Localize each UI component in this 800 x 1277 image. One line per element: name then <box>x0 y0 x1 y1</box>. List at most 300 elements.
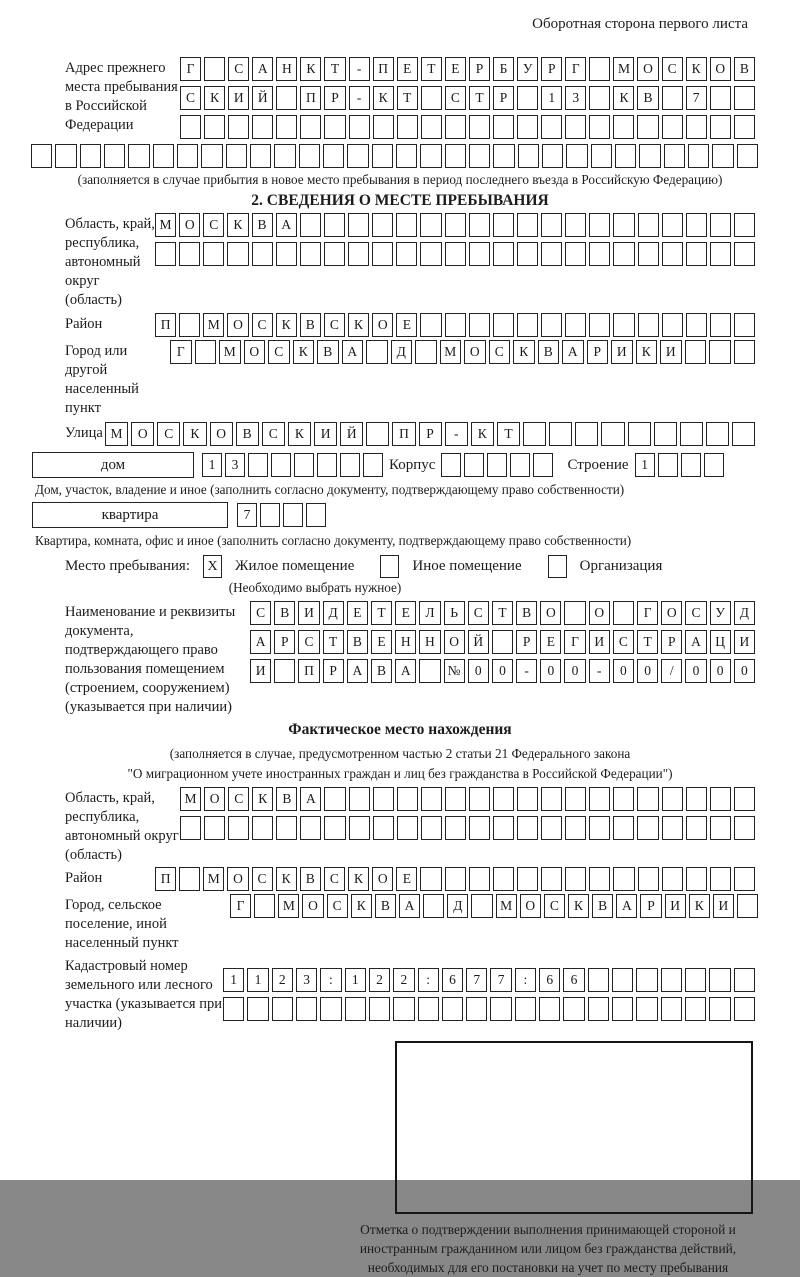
char-cell: В <box>516 601 537 625</box>
raion3-block <box>65 867 800 891</box>
char-cell <box>712 144 733 168</box>
gorod3-row <box>230 894 758 953</box>
char-cell: Е <box>396 313 417 337</box>
char-cell <box>80 144 101 168</box>
char-cell: Ц <box>710 630 731 654</box>
char-cell: О <box>520 894 541 918</box>
char-cell: Т <box>371 601 392 625</box>
char-cell: В <box>300 313 321 337</box>
char-cell <box>636 968 657 992</box>
char-cell <box>523 422 546 446</box>
char-cell <box>737 894 758 918</box>
char-cell <box>445 787 466 811</box>
char-cell <box>348 213 369 237</box>
char-cell: Т <box>421 57 442 81</box>
prev-address-row-1 <box>180 57 755 81</box>
char-cell <box>276 86 297 110</box>
char-cell: П <box>155 867 176 891</box>
char-cell <box>420 242 441 266</box>
char-cell <box>638 213 659 237</box>
raion3-row <box>155 867 755 891</box>
char-cell: А <box>685 630 706 654</box>
char-cell: Т <box>324 57 345 81</box>
char-cell: П <box>373 57 394 81</box>
char-cell <box>612 997 633 1021</box>
section3-title: Фактическое место нахождения <box>288 721 512 738</box>
char-cell <box>565 242 586 266</box>
char-cell: Е <box>397 57 418 81</box>
char-cell <box>734 313 755 337</box>
dom-cells <box>202 453 383 477</box>
char-cell <box>709 997 730 1021</box>
char-cell <box>466 997 487 1021</box>
char-cell <box>710 816 731 840</box>
char-cell <box>420 867 441 891</box>
char-cell <box>734 340 756 364</box>
char-cell: Р <box>661 630 682 654</box>
char-cell: Г <box>230 894 251 918</box>
char-cell: : <box>320 968 341 992</box>
char-cell <box>372 213 393 237</box>
char-cell <box>517 115 538 139</box>
char-cell: А <box>252 57 273 81</box>
char-cell: Е <box>445 57 466 81</box>
char-cell: О <box>244 340 266 364</box>
kadastr-label: Кадастровый номер земельного или лесного участка (указывается при наличии) <box>65 958 222 1031</box>
char-cell <box>493 242 514 266</box>
char-cell <box>300 816 321 840</box>
char-cell: А <box>300 787 321 811</box>
char-cell: 7 <box>466 968 487 992</box>
char-cell <box>613 313 634 337</box>
char-cell <box>445 816 466 840</box>
char-cell <box>662 787 683 811</box>
doc-row-2 <box>250 630 755 654</box>
char-cell <box>710 787 731 811</box>
char-cell <box>254 894 275 918</box>
char-cell <box>469 867 490 891</box>
char-cell <box>662 242 683 266</box>
char-cell <box>589 115 610 139</box>
char-cell: И <box>228 86 249 110</box>
organizatsiya-label: Организация <box>579 558 663 574</box>
char-cell: 1 <box>345 968 366 992</box>
char-cell: К <box>288 422 311 446</box>
char-cell <box>686 115 707 139</box>
char-cell: 1 <box>541 86 562 110</box>
char-cell <box>317 453 337 477</box>
char-cell <box>601 422 624 446</box>
char-cell <box>541 313 562 337</box>
char-cell: Е <box>371 630 392 654</box>
char-cell <box>566 144 587 168</box>
char-cell <box>369 997 390 1021</box>
char-cell <box>637 787 658 811</box>
raion3-label: Район <box>65 870 103 886</box>
dom-row <box>32 452 800 478</box>
char-cell: 3 <box>296 968 317 992</box>
char-cell: М <box>203 313 224 337</box>
checkbox-inoe <box>380 555 399 578</box>
zhiloe-label: Жилое помещение <box>235 558 355 574</box>
char-cell <box>709 340 731 364</box>
char-cell: В <box>637 86 658 110</box>
char-cell: М <box>613 57 634 81</box>
char-cell <box>294 453 314 477</box>
char-cell <box>734 867 755 891</box>
char-cell: О <box>710 57 731 81</box>
char-cell <box>613 787 634 811</box>
gorod-block <box>65 340 800 418</box>
char-cell <box>685 968 706 992</box>
char-cell <box>685 997 706 1021</box>
char-cell: К <box>204 86 225 110</box>
char-cell <box>493 115 514 139</box>
char-cell <box>445 242 466 266</box>
char-cell: - <box>349 86 370 110</box>
char-cell <box>636 997 657 1021</box>
char-cell <box>517 86 538 110</box>
char-cell: Р <box>419 422 442 446</box>
ulitsa-label: Улица <box>65 425 103 441</box>
char-cell <box>420 213 441 237</box>
char-cell <box>662 115 683 139</box>
char-cell <box>324 213 345 237</box>
char-cell <box>300 213 321 237</box>
char-cell: А <box>395 659 416 683</box>
char-cell <box>442 997 463 1021</box>
char-cell: 1 <box>635 453 655 477</box>
char-cell: Г <box>565 57 586 81</box>
char-cell: О <box>372 867 393 891</box>
char-cell <box>347 144 368 168</box>
char-cell <box>397 115 418 139</box>
char-cell: И <box>314 422 337 446</box>
char-cell <box>589 57 610 81</box>
char-cell: 0 <box>637 659 658 683</box>
char-cell: К <box>348 867 369 891</box>
raion-block <box>65 313 800 337</box>
char-cell: : <box>418 968 439 992</box>
char-cell <box>565 213 586 237</box>
char-cell <box>128 144 149 168</box>
char-cell <box>637 115 658 139</box>
char-cell: Р <box>324 86 345 110</box>
char-cell <box>681 453 701 477</box>
kvartira-box-label: квартира <box>32 502 228 528</box>
char-cell: О <box>444 630 465 654</box>
doc-row-3 <box>250 659 755 683</box>
char-cell: К <box>351 894 372 918</box>
char-cell <box>734 213 755 237</box>
char-cell <box>517 242 538 266</box>
char-cell: Р <box>274 630 295 654</box>
char-cell <box>345 997 366 1021</box>
char-cell <box>393 997 414 1021</box>
char-cell <box>493 313 514 337</box>
char-cell: С <box>662 57 683 81</box>
char-cell <box>469 144 490 168</box>
char-cell: Т <box>492 601 513 625</box>
checkbox-zhiloe: X <box>203 555 222 578</box>
char-cell: Т <box>637 630 658 654</box>
char-cell: Н <box>276 57 297 81</box>
char-cell <box>373 816 394 840</box>
char-cell: П <box>300 86 321 110</box>
char-cell <box>421 816 442 840</box>
char-cell <box>542 144 563 168</box>
char-cell: Т <box>397 86 418 110</box>
oblast3-label: Область, край, республика, автономный округ (область) <box>65 790 179 863</box>
char-cell <box>638 867 659 891</box>
char-cell: Г <box>564 630 585 654</box>
oblast3-row-2 <box>180 816 755 840</box>
char-cell: К <box>183 422 206 446</box>
char-cell <box>396 213 417 237</box>
char-cell <box>589 86 610 110</box>
stroenie-cells <box>635 453 724 477</box>
char-cell <box>613 115 634 139</box>
char-cell: М <box>203 867 224 891</box>
char-cell: О <box>210 422 233 446</box>
char-cell: О <box>227 867 248 891</box>
inoe-label: Иное помещение <box>412 558 522 574</box>
char-cell: И <box>250 659 271 683</box>
char-cell <box>248 453 268 477</box>
char-cell: Д <box>447 894 468 918</box>
prev-address-row-4 <box>31 144 758 168</box>
char-cell: С <box>298 630 319 654</box>
char-cell: Т <box>323 630 344 654</box>
char-cell <box>226 144 247 168</box>
char-cell <box>323 144 344 168</box>
char-cell: С <box>228 787 249 811</box>
char-cell <box>421 787 442 811</box>
char-cell: И <box>665 894 686 918</box>
char-cell <box>589 816 610 840</box>
char-cell <box>591 144 612 168</box>
char-cell: С <box>489 340 511 364</box>
char-cell: Г <box>170 340 192 364</box>
char-cell <box>680 422 703 446</box>
char-cell: К <box>276 313 297 337</box>
char-cell <box>686 242 707 266</box>
char-cell <box>493 144 514 168</box>
char-cell: Е <box>540 630 561 654</box>
char-cell <box>363 453 383 477</box>
char-cell: - <box>589 659 610 683</box>
char-cell: С <box>685 601 706 625</box>
char-cell: : <box>515 968 536 992</box>
char-cell <box>366 422 389 446</box>
char-cell <box>180 115 201 139</box>
char-cell: С <box>268 340 290 364</box>
char-cell: В <box>274 601 295 625</box>
char-cell: 0 <box>734 659 755 683</box>
char-cell <box>734 997 755 1021</box>
char-cell <box>686 867 707 891</box>
char-cell <box>324 787 345 811</box>
oblast-label: Область, край, республика, автономный округ (область) <box>65 216 155 308</box>
char-cell: 3 <box>565 86 586 110</box>
char-cell: / <box>661 659 682 683</box>
char-cell <box>492 630 513 654</box>
kvartira-note: Квартира, комната, офис и иное (заполнить согласно документу, подтверждающему право собственности) <box>35 533 632 548</box>
checkbox-organizatsiya <box>548 555 567 578</box>
oblast-block <box>65 213 800 310</box>
char-cell <box>589 787 610 811</box>
char-cell: К <box>227 213 248 237</box>
raion-row <box>155 313 755 337</box>
char-cell <box>349 115 370 139</box>
char-cell <box>179 313 200 337</box>
char-cell <box>179 867 200 891</box>
char-cell: О <box>540 601 561 625</box>
prev-address-block <box>65 57 800 139</box>
char-cell <box>445 115 466 139</box>
char-cell: О <box>227 313 248 337</box>
char-cell <box>662 313 683 337</box>
char-cell <box>397 816 418 840</box>
char-cell <box>732 422 755 446</box>
char-cell: С <box>252 867 273 891</box>
char-cell <box>686 816 707 840</box>
char-cell: 6 <box>563 968 584 992</box>
char-cell <box>228 115 249 139</box>
char-cell: 7 <box>237 503 257 527</box>
char-cell <box>204 816 225 840</box>
char-cell: П <box>155 313 176 337</box>
char-cell <box>709 968 730 992</box>
char-cell: 0 <box>685 659 706 683</box>
char-cell <box>541 816 562 840</box>
char-cell: К <box>513 340 535 364</box>
mesto-note: (Необходимо выбрать нужное) <box>228 580 402 595</box>
char-cell: Е <box>395 601 416 625</box>
char-cell <box>464 453 484 477</box>
char-cell <box>420 144 441 168</box>
char-cell <box>252 115 273 139</box>
char-cell <box>306 503 326 527</box>
char-cell <box>734 86 755 110</box>
char-cell: С <box>250 601 271 625</box>
char-cell: С <box>324 313 345 337</box>
char-cell <box>372 144 393 168</box>
char-cell: В <box>734 57 755 81</box>
char-cell <box>247 997 268 1021</box>
char-cell <box>541 115 562 139</box>
oblast3-row-1 <box>180 787 755 811</box>
char-cell: В <box>276 787 297 811</box>
char-cell: С <box>327 894 348 918</box>
char-cell: О <box>179 213 200 237</box>
char-cell <box>575 422 598 446</box>
char-cell: И <box>611 340 633 364</box>
char-cell <box>227 242 248 266</box>
doc-label: Наименование и реквизиты документа, подтверждающего право пользования помещением (строением, сооружением) (указывается при наличии) <box>65 604 236 715</box>
char-cell: К <box>568 894 589 918</box>
char-cell: Д <box>734 601 755 625</box>
char-cell <box>628 422 651 446</box>
char-cell: В <box>317 340 339 364</box>
char-cell: Р <box>640 894 661 918</box>
kadastr-block <box>65 955 800 1033</box>
char-cell: В <box>371 659 392 683</box>
char-cell: О <box>637 57 658 81</box>
char-cell: М <box>180 787 201 811</box>
char-cell: - <box>349 57 370 81</box>
char-cell <box>195 340 217 364</box>
char-cell <box>104 144 125 168</box>
char-cell <box>710 242 731 266</box>
char-cell <box>541 242 562 266</box>
dom-note: Дом, участок, владение и иное (заполнить согласно документу, подтверждающему право собственности) <box>35 482 625 497</box>
char-cell: Й <box>252 86 273 110</box>
char-cell: 3 <box>225 453 245 477</box>
prev-address-label: Адрес прежнего места пребывания в Российской Федерации <box>65 60 178 133</box>
char-cell <box>541 867 562 891</box>
char-cell <box>201 144 222 168</box>
char-cell <box>274 659 295 683</box>
char-cell <box>423 894 444 918</box>
char-cell <box>734 816 755 840</box>
char-cell <box>515 997 536 1021</box>
char-cell: К <box>348 313 369 337</box>
char-cell: О <box>131 422 154 446</box>
char-cell: 0 <box>613 659 634 683</box>
char-cell: Б <box>493 57 514 81</box>
char-cell: К <box>276 867 297 891</box>
gorod3-block <box>65 894 800 953</box>
char-cell: М <box>219 340 241 364</box>
char-cell: М <box>496 894 517 918</box>
kvartira-cells <box>237 503 326 527</box>
char-cell: В <box>300 867 321 891</box>
char-cell: - <box>516 659 537 683</box>
char-cell <box>541 213 562 237</box>
section2-title: 2. СВЕДЕНИЯ О МЕСТЕ ПРЕБЫВАНИЯ <box>251 192 549 209</box>
char-cell: 6 <box>539 968 560 992</box>
char-cell <box>613 816 634 840</box>
char-cell: В <box>592 894 613 918</box>
char-cell: Е <box>347 601 368 625</box>
char-cell <box>638 313 659 337</box>
prev-address-note: (заполняется в случае прибытия в новое место пребывания в период последнего въезда в Российскую Федерацию) <box>77 172 723 187</box>
char-cell <box>493 867 514 891</box>
char-cell: С <box>228 57 249 81</box>
char-cell: К <box>471 422 494 446</box>
char-cell: А <box>616 894 637 918</box>
char-cell <box>563 997 584 1021</box>
char-cell: С <box>468 601 489 625</box>
char-cell: 7 <box>686 86 707 110</box>
char-cell <box>615 144 636 168</box>
char-cell: Т <box>497 422 520 446</box>
char-cell <box>373 787 394 811</box>
char-cell <box>549 422 572 446</box>
char-cell <box>320 997 341 1021</box>
kvartira-row <box>32 502 800 528</box>
char-cell <box>324 242 345 266</box>
char-cell <box>734 115 755 139</box>
char-cell <box>296 997 317 1021</box>
char-cell <box>612 968 633 992</box>
char-cell: Г <box>637 601 658 625</box>
kadastr-row-1 <box>223 968 755 992</box>
char-cell: А <box>562 340 584 364</box>
char-cell <box>662 213 683 237</box>
char-cell: Р <box>516 630 537 654</box>
